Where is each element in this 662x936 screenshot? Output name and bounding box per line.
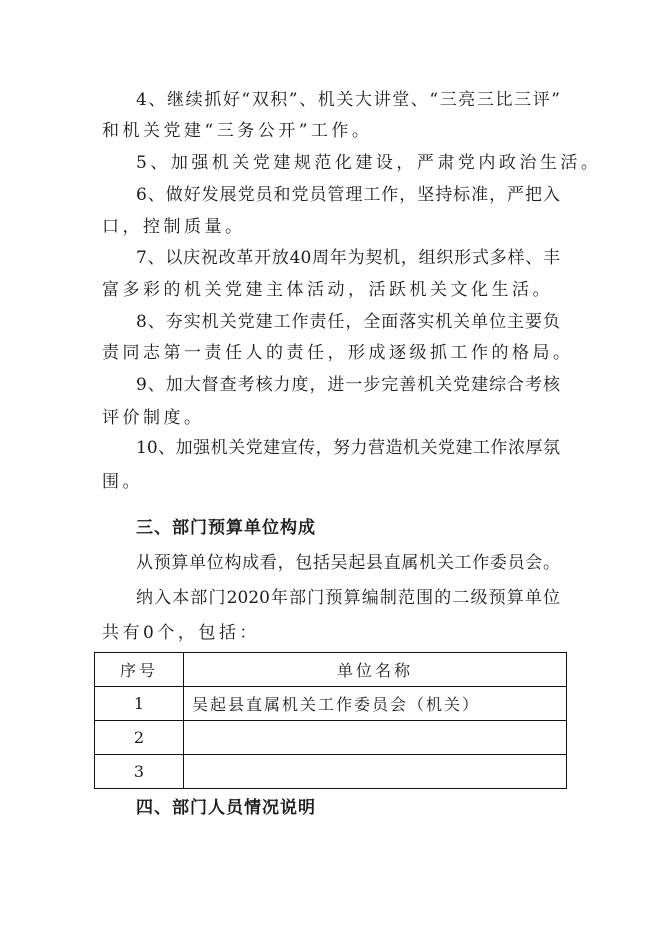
para-8-line-1: 8、夯实机关党建工作责任，全面落实机关单位主要负 [136,312,560,332]
header-unit-name: 单位名称 [184,653,567,687]
section-3-paragraph-2-line-1: 纳入本部门2020年部门预算编制范围的二级预算单位 [136,588,560,608]
table-row [95,755,567,789]
cell-unit-name: 吴起县直属机关工作委员会（机关） [184,687,567,721]
section-3-paragraph-2-line-2: 共有0个，包括： [102,623,260,643]
para-4-line-2: 和机关党建“三务公开”工作。 [102,121,373,141]
para-4-line-1: 4、继续抓好“双积”、机关大讲堂、“三亮三比三评” [136,90,560,110]
para-6-line-2: 口，控制质量。 [102,217,246,237]
section-4-heading: 四、部门人员情况说明 [136,798,316,818]
header-index: 序号 [95,653,184,687]
para-5-line-1: 5、加强机关党建规范化建设，严肃党内政治生活。 [136,153,602,173]
para-7-line-2: 富多彩的机关党建主体活动，活跃机关文化生活。 [102,280,553,300]
cell-index: 2 [95,721,184,755]
table-row [95,721,567,755]
section-3-paragraph-1: 从预算单位构成看，包括吴起县直属机关工作委员会。 [136,553,560,573]
para-8-line-2: 责同志第一责任人的责任，形成逐级抓工作的格局。 [102,343,574,363]
cell-index: 1 [95,687,184,721]
para-7-line-1: 7、以庆祝改革开放40周年为契机，组织形式多样、丰 [136,248,560,268]
budget-units-table [94,652,567,789]
table-header-row [95,653,567,687]
cell-index: 3 [95,755,184,789]
para-10-line-1: 10、加强机关党建宣传，努力营造机关党建工作浓厚氛 [136,438,560,458]
para-6-line-1: 6、做好发展党员和党员管理工作，坚持标准，严把入 [136,185,560,205]
table-row [95,687,567,721]
para-10-line-2: 围。 [102,472,143,492]
cell-unit-name [184,721,567,755]
section-3-heading: 三、部门预算单位构成 [136,518,316,538]
para-9-line-2: 评价制度。 [102,408,205,428]
cell-unit-name [184,755,567,789]
para-9-line-1: 9、加大督查考核力度，进一步完善机关党建综合考核 [136,375,560,395]
